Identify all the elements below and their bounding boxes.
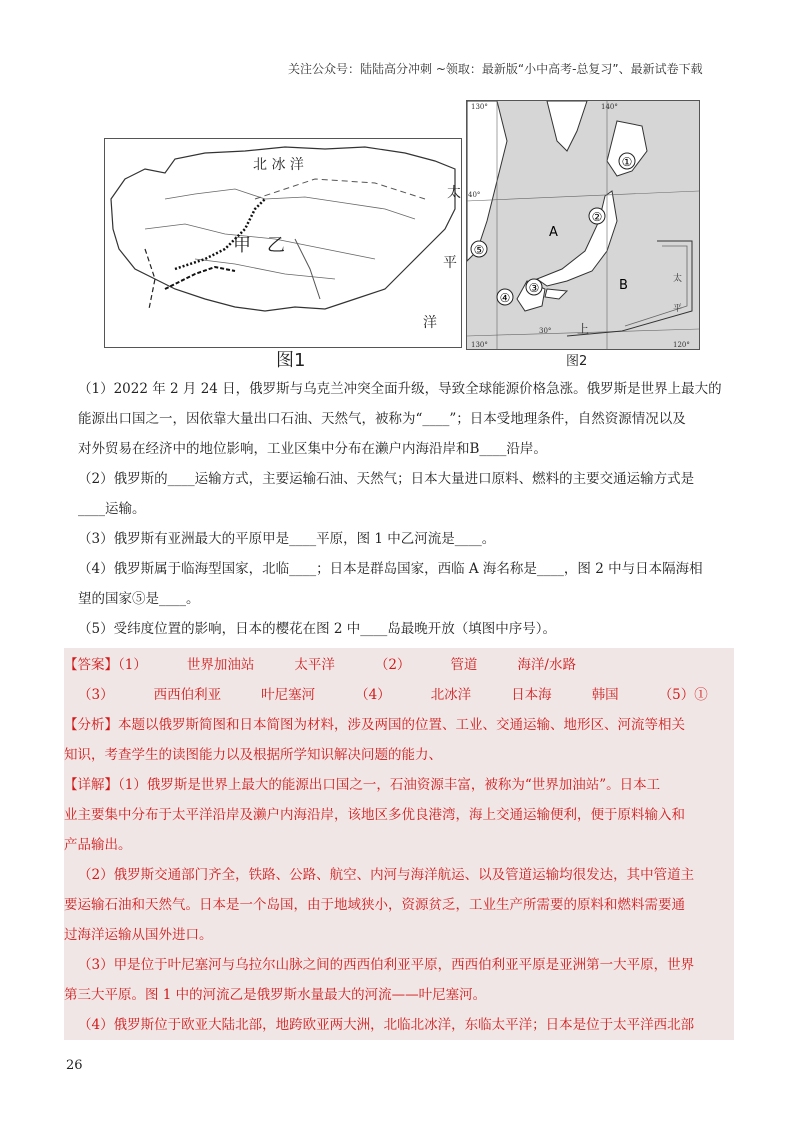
detail-line: 过海洋运输从国外进口。 [64,927,213,943]
pacific-tai-label: 太 [447,185,461,201]
question-line: 对外贸易在经济中的地位影响，工业区集中分布在濑户内海沿岸和B____沿岸。 [78,441,547,457]
pacific-yang-label: 洋 [423,315,437,331]
label-a: A [549,225,558,240]
russia-map-drawing [105,139,461,347]
answer-item: （1） [118,657,147,673]
marker-4: ④ [499,291,511,305]
question-line: ____运输。 [78,501,146,517]
answer-item: 海洋/水路 [517,657,576,673]
question-line: （2）俄罗斯的____运输方式，主要运输石油、天然气；日本大量进口原料、燃料的主要交通运输方式是 [78,471,695,487]
answer-section [64,650,734,1040]
lat-40: 40° [468,191,481,199]
answer-row-2 [64,680,734,710]
detail-tag: 【详解】 [64,777,118,793]
pacific-tai-label-2: 太 [673,274,683,284]
answer-item: 北冰洋 [430,687,472,703]
detail-line: （4）俄罗斯位于欧亚大陆北部，地跨欧亚两大洲，北临北冰洋，东临太平洋；日本是位于太平洋西北部 [78,1017,695,1033]
detail-line: 要运输石油和天然气。日本是一个岛国，由于地域狭小，资源贫乏，工业生产所需要的原料和燃料需要通 [64,897,685,913]
detail-line: 产品输出。 [64,837,132,853]
question-line: （5）受纬度位置的影响，日本的樱花在图 2 中____岛最晚开放（填图中序号）。 [78,621,557,637]
detail-line: （3）甲是位于叶尼塞河与乌拉尔山脉之间的西西伯利亚平原，西西伯利亚平原是亚洲第一大平原，世界 [78,957,695,973]
marker-3: ③ [528,281,540,295]
jia-label: 甲 [233,235,251,256]
russia-map [104,138,462,348]
japan-map-drawing [467,101,699,349]
japan-map [466,100,700,350]
lon-130-bottom: 130° [471,341,488,349]
lon-120: 120° [673,341,690,349]
question-line: （4）俄罗斯属于临海型国家，北临____；日本是群岛国家，西临 A 海名称是____，图 2 中与日本隔海相 [78,561,703,577]
lon-140: 140° [601,103,618,111]
answer-row-1 [64,650,734,680]
yi-label: 乙 [267,235,285,256]
shang-label: 上 [577,322,590,336]
answer-item: （4） [355,687,391,703]
question-line: （1）2022 年 2 月 24 日，俄罗斯与乌克兰冲突全面升级，导致全球能源价格急涨。俄罗斯是世界上最大的 [78,381,722,397]
figure2-caption: 图2 [566,354,588,369]
lat-30: 30° [539,327,552,335]
arctic-ocean-label: 北 冰 洋 [253,157,304,173]
answer-item: 管道 [450,657,478,673]
answer-item: 世界加油站 [186,657,255,673]
answer-tag: 【答案】 [64,657,118,673]
marker-1: ① [621,155,633,169]
detail-text: （1）俄罗斯是世界上最大的能源出口国之一，石油资源丰富，被称为“世界加油站”。日本工 [118,777,661,793]
detail-line [64,770,734,800]
answer-item: 西西伯利亚 [153,687,222,703]
marker-5: ⑤ [473,243,485,257]
page-header: 关注公众号：陆陆高分冲刺 ~领取：最新版“小中高考-总复习”、最新试卷下载 [288,62,703,76]
questions [64,374,734,644]
detail-line: 业主要集中分布于太平洋沿岸及濑户内海沿岸，该地区多优良港湾，海上交通运输便利，便于原料输入和 [64,807,685,823]
analysis-text: 本题以俄罗斯简图和日本简图为材料，涉及两国的位置、工业、交通运输、地形区、河流等相关 [118,717,685,733]
analysis-line: 知识，考查学生的读图能力以及根据所学知识解决问题的能力、 [64,747,442,763]
question-line: 能源出口国之一，因依靠大量出口石油、天然气，被称为“____”；日本受地理条件，自然资源情况以及 [78,411,686,427]
figure1-caption: 图1 [276,350,306,371]
marker-2: ② [591,210,603,224]
answer-item: 太平洋 [294,657,335,673]
pacific-ping-label-2: 平 [673,304,683,314]
lon-130-top: 130° [471,103,488,111]
analysis-tag: 【分析】 [64,717,118,733]
answer-item: （3） [78,687,114,703]
answer-item: （5）① [658,687,708,703]
answer-item: 叶尼塞河 [261,687,316,703]
question-line: 望的国家⑤是____。 [78,591,200,607]
pacific-ping-label: 平 [443,255,457,271]
answer-item: 韩国 [591,687,619,703]
label-b: B [619,278,628,293]
answer-item: （2） [374,657,411,673]
analysis-line [64,710,734,740]
answer-item: 日本海 [511,687,552,703]
detail-line: 第三大平原。图 1 中的河流乙是俄罗斯水量最大的河流——叶尼塞河。 [64,987,487,1003]
detail-line: （2）俄罗斯交通部门齐全，铁路、公路、航空、内河与海洋航运、以及管道运输均很发达，其中管道主 [78,867,695,883]
page-number: 26 [66,1058,83,1073]
question-line: （3）俄罗斯有亚洲最大的平原甲是____平原，图 1 中乙河流是____。 [78,531,496,547]
